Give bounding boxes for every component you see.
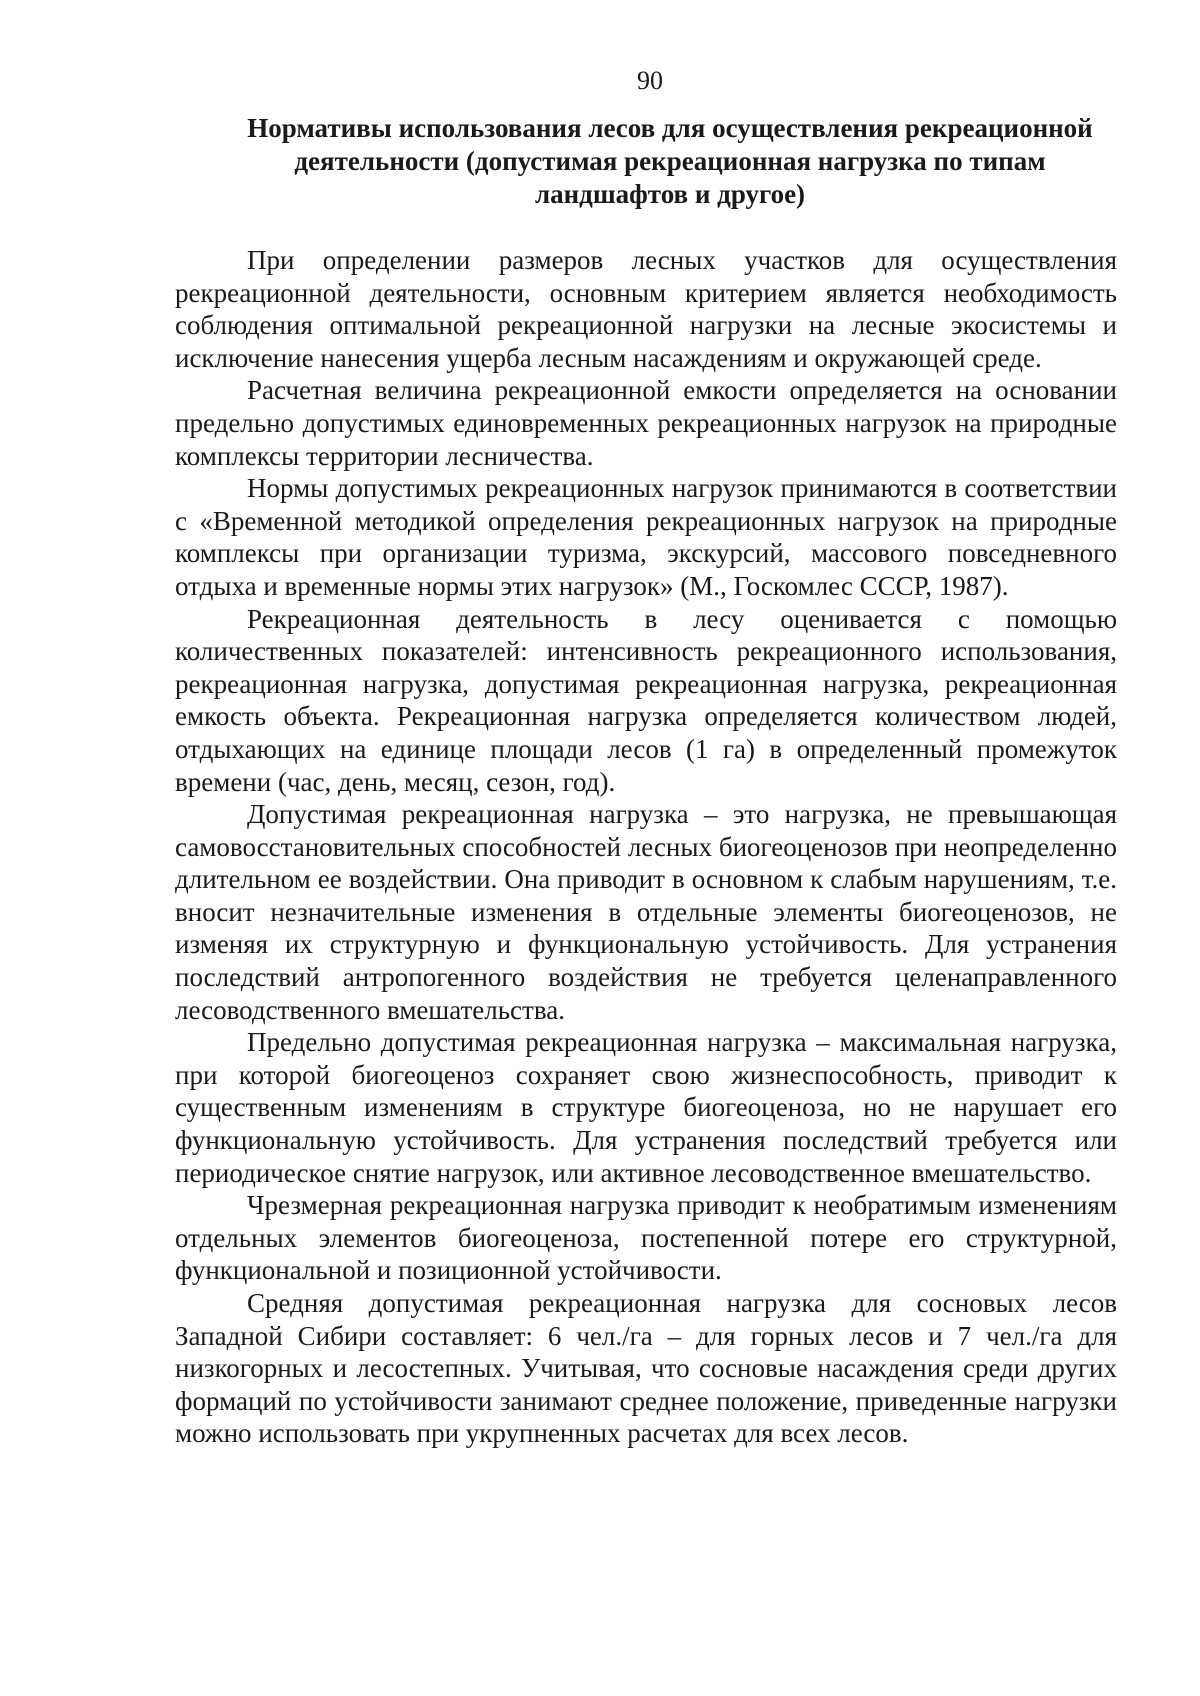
paragraph: Чрезмерная рекреационная нагрузка приводит к необратимым изменениям отдельных элементов биогеоценоза, постепенной потере его структурной, функциональной и позиционной устойчивости. — [175, 1190, 1117, 1286]
paragraph: Рекреационная деятельность в лесу оценивается с помощью количественных показателей: интенсивность рекреационного использования, рекреационная нагрузка, допустимая рекреационная нагрузка, рекреационная емкость объекта. Рекреационная нагрузка определяется количеством людей, отдыхающих на единице площади лесов (1 га) в определенный промежуток времени (час, день, месяц, сезон, год). — [175, 603, 1117, 797]
paragraph: Допустимая рекреационная нагрузка – это нагрузка, не превышающая самовосстановительных способностей лесных биогеоценозов при неопределенно длительном ее воздействии. Она приводит в основном к слабым нарушениям, т.е. вносит незначительные изменения в отдельные элементы биогеоценозов, не изменяя их структурную и функциональную устойчивость. Для устранения последствий антропогенного воздействия не требуется целенаправленного лесоводственного вмешательства. — [175, 799, 1117, 1025]
paragraph: Расчетная величина рекреационной емкости определяется на основании предельно допустимых единовременных рекреационных нагрузок на природные комплексы территории лесничества. — [175, 375, 1117, 471]
paragraph: Средняя допустимая рекреационная нагрузка для сосновых лесов Западной Сибири составляет: 6 чел./га – для горных лесов и 7 чел./га для низкогорных и лесостепных. Учитывая, что сосновые насаждения среди других формаций по устойчивости занимают среднее положение, приведенные нагрузки можно использовать при укрупненных расчетах для всех лесов. — [175, 1288, 1117, 1449]
paragraph: При определении размеров лесных участков для осуществления рекреационной деятельности, основным критерием является необходимость соблюдения оптимальной рекреационной нагрузки на лесные экосистемы и исключение нанесения ущерба лесным насаждениям и окружающей среде. — [175, 245, 1117, 373]
section-title: Нормативы использования лесов для осуществления рекреационной деятельности (допустимая рекреационная нагрузка по типам ландшафтов и другое) — [247, 113, 1093, 209]
page-number: 90 — [637, 66, 663, 95]
paragraph: Нормы допустимых рекреационных нагрузок принимаются в соответствии с «Временной методикой определения рекреационных нагрузок на природные комплексы при организации туризма, экскурсий, массового повседневного отдыха и временные нормы этих нагрузок» (М., Госкомлес СССР, 1987). — [175, 473, 1117, 601]
body-text — [175, 244, 1117, 1450]
paragraph: Предельно допустимая рекреационная нагрузка – максимальная нагрузка, при которой биогеоценоз сохраняет свою жизнеспособность, приводит к существенным изменениям в структуре биогеоценоза, но не нарушает его функциональную устойчивость. Для устранения последствий требуется или периодическое снятие нагрузок, или активное лесоводственное вмешательство. — [175, 1027, 1117, 1188]
